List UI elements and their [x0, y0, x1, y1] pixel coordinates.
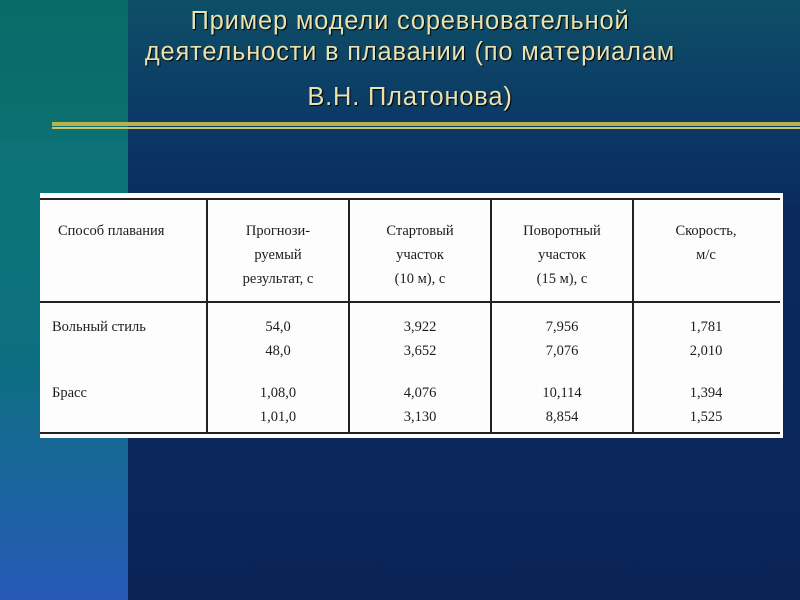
- table-header-rule: [40, 301, 780, 303]
- title-line-3: В.Н. Платонова): [307, 83, 513, 111]
- row-speed-values: 1,781 2,010: [689, 319, 723, 359]
- row-turn-values: 7,956 7,076: [545, 319, 579, 359]
- table-top-rule: [40, 198, 780, 200]
- title-line-1: Пример модели соревновательной: [190, 7, 630, 35]
- row-start-values: 3,922 3,652: [403, 319, 437, 359]
- row-style-label: Вольный стиль: [52, 319, 146, 335]
- header-start-segment: Стартовый участок (10 м), с: [386, 223, 454, 287]
- slide-title: [40, 6, 780, 113]
- row-style-label: Брасс: [52, 385, 87, 401]
- row-speed-values: 1,394 1,525: [689, 385, 723, 425]
- title-divider: [52, 122, 800, 130]
- row-start-values: 4,076 3,130: [403, 385, 437, 425]
- header-swim-style: Способ плавания: [58, 223, 165, 239]
- table-column-divider: [206, 200, 208, 432]
- header-predicted-result: Прогнози- руемый результат, с: [242, 223, 314, 287]
- table-column-divider: [348, 200, 350, 432]
- row-result-values: 1,08,0 1,01,0: [259, 385, 297, 425]
- row-turn-values: 10,114 8,854: [542, 385, 582, 425]
- table-column-divider: [632, 200, 634, 432]
- header-turn-segment: Поворотный участок (15 м), с: [523, 223, 601, 287]
- title-line-2: деятельности в плавании (по материалам: [144, 38, 676, 66]
- table-bottom-rule: [40, 432, 780, 434]
- header-speed: Скорость, м/с: [675, 223, 737, 263]
- row-result-values: 54,0 48,0: [265, 319, 291, 359]
- swimming-model-table: [40, 193, 783, 438]
- table-column-divider: [490, 200, 492, 432]
